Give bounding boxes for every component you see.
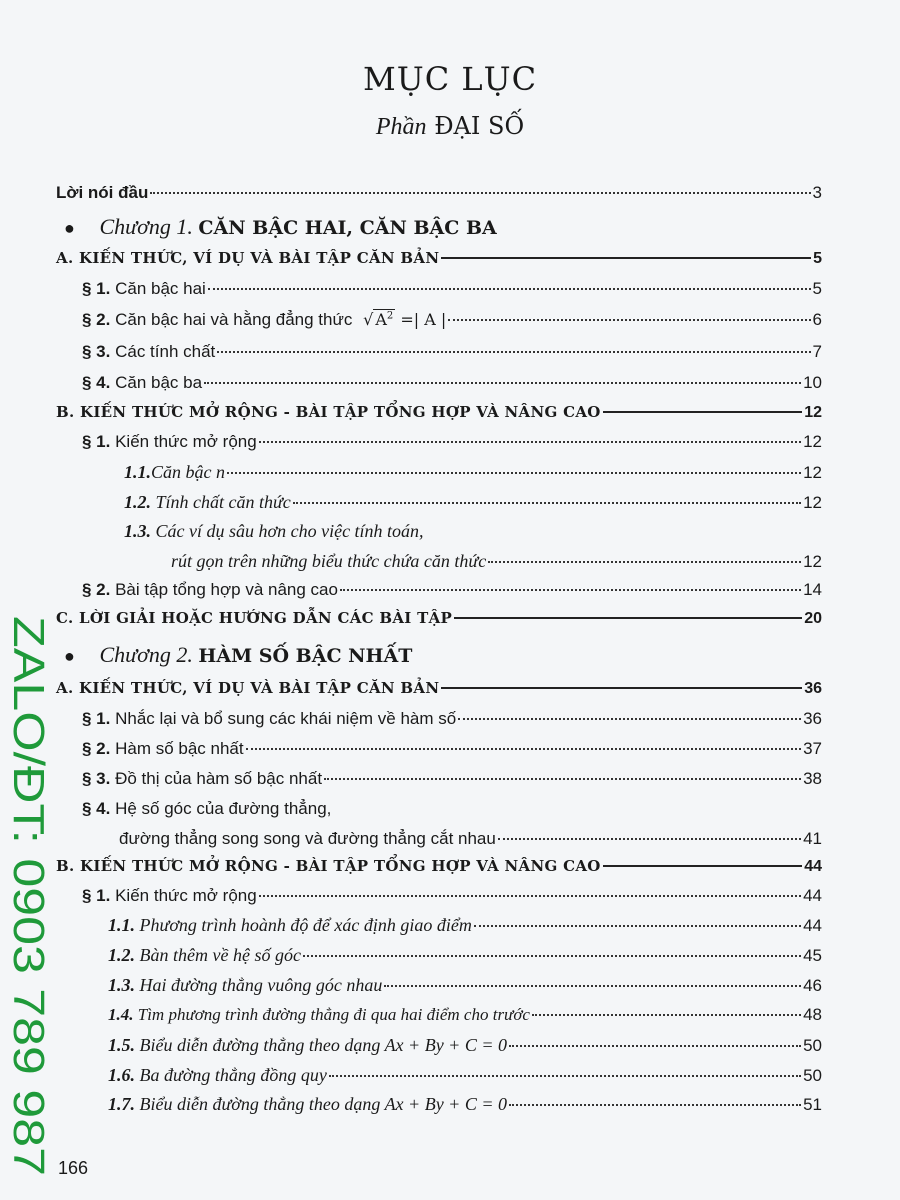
- entry-number: § 1.: [82, 709, 111, 728]
- chapter-name: HÀM SỐ BẬC NHẤT: [198, 645, 413, 667]
- leader-line: [603, 865, 803, 867]
- entry-page: 12: [803, 463, 822, 482]
- toc-entry-continued[interactable]: [119, 829, 822, 849]
- leader-dots: [208, 288, 811, 290]
- entry-label: Căn bậc ba: [115, 373, 203, 392]
- entry-number: 1.3.: [108, 975, 135, 995]
- leader-dots: [498, 838, 801, 840]
- leader-dots: [293, 502, 801, 504]
- subtitle-prefix: Phần: [375, 114, 427, 140]
- entry-page: 20: [804, 610, 822, 627]
- entry-label: Hàm số bậc nhất: [115, 739, 244, 758]
- leader-dots: [488, 561, 801, 563]
- entry-page: 44: [803, 916, 822, 935]
- entry-page: 50: [803, 1066, 822, 1085]
- leader-dots: [474, 925, 801, 927]
- entry-page: 12: [804, 404, 822, 421]
- toc-entry[interactable]: [82, 580, 822, 600]
- entry-page: 38: [803, 769, 822, 788]
- leader-dots: [448, 319, 810, 321]
- entry-label: đường thẳng song song và đường thẳng cắt nhau: [119, 829, 496, 848]
- entry-label: rút gọn trên những biểu thức chứa căn thức: [171, 551, 487, 571]
- entry-number: 1.3.: [124, 521, 151, 541]
- entry-page: 12: [803, 552, 822, 571]
- entry-page: 14: [803, 580, 822, 599]
- entry-label: Lời nói đầu: [56, 183, 149, 202]
- entry-label: Đồ thị của hàm số bậc nhất: [115, 769, 323, 788]
- entry-page: 10: [803, 373, 822, 392]
- chapter-number: Chương 2.: [99, 642, 193, 667]
- leader-dots: [458, 718, 801, 720]
- toc-subentry[interactable]: [108, 945, 822, 966]
- toc-subentry[interactable]: [124, 492, 822, 513]
- toc-subentry[interactable]: [108, 1005, 822, 1025]
- leader-dots: [509, 1045, 801, 1047]
- toc-subentry[interactable]: [108, 1065, 822, 1086]
- entry-number: § 2.: [82, 580, 111, 599]
- leader-dots: [217, 351, 810, 353]
- toc-entry[interactable]: [82, 886, 822, 906]
- entry-label: Các ví dụ sâu hơn cho việc tính toán,: [155, 521, 424, 541]
- entry-page: 48: [803, 1005, 822, 1024]
- toc-section-a[interactable]: [56, 249, 822, 268]
- leader-dots: [324, 778, 801, 780]
- entry-number: § 3.: [82, 769, 111, 788]
- entry-label: Ba đường thẳng đồng quy: [139, 1065, 327, 1085]
- entry-page: 41: [803, 829, 822, 848]
- leader-dots: [204, 382, 801, 384]
- leader-dots: [532, 1014, 801, 1016]
- entry-number: § 2.: [82, 310, 111, 329]
- entry-number: 1.2.: [124, 492, 151, 512]
- entry-number: § 4.: [82, 373, 111, 392]
- bullet-icon: ●: [64, 646, 75, 666]
- entry-number: 1.1.: [108, 915, 135, 935]
- entry-label: A. KIẾN THỨC, VÍ DỤ VÀ BÀI TẬP CĂN BẢN: [56, 249, 440, 267]
- entry-number: 1.6.: [108, 1065, 135, 1085]
- entry-page: 51: [803, 1095, 822, 1114]
- toc-entry[interactable]: [82, 310, 822, 330]
- formula-rhs: =| A |: [400, 310, 447, 329]
- entry-page: 50: [803, 1036, 822, 1055]
- page-number: 166: [58, 1158, 89, 1178]
- entry-page: 6: [812, 310, 822, 329]
- leader-dots: [259, 895, 801, 897]
- entry-page: 5: [813, 250, 822, 267]
- entry-page: 3: [812, 183, 822, 202]
- entry-label: Tính chất căn thức: [155, 492, 291, 512]
- entry-page: 45: [803, 946, 822, 965]
- leader-dots: [246, 748, 801, 750]
- entry-page: 12: [803, 493, 822, 512]
- leader-dots: [329, 1075, 801, 1077]
- watermark-svg: [4, 616, 53, 1176]
- page-subtitle: [0, 112, 900, 141]
- toc-subentry-continued[interactable]: [171, 551, 822, 572]
- toc-entry[interactable]: [82, 279, 822, 299]
- entry-page: 5: [812, 279, 822, 298]
- entry-label: Căn bậc n: [151, 462, 225, 482]
- toc-subentry[interactable]: [108, 915, 822, 936]
- toc-section-b[interactable]: [56, 403, 822, 422]
- entry-page: 44: [803, 886, 822, 905]
- entry-page: 36: [804, 680, 822, 697]
- entry-label: Các tính chất: [115, 342, 216, 361]
- toc-section-c[interactable]: [56, 609, 822, 628]
- toc-entry[interactable]: [82, 432, 822, 452]
- leader-dots: [227, 472, 801, 474]
- leader-line: [603, 411, 803, 413]
- entry-label: Căn bậc hai và hằng đẳng thức: [115, 310, 353, 329]
- entry-number: 1.7.: [108, 1094, 135, 1114]
- sqrt-formula: √ $A^2$ =| A |: [363, 310, 447, 329]
- leader-dots: [150, 192, 810, 194]
- leader-dots: [259, 441, 801, 443]
- toc-section-a[interactable]: [56, 679, 822, 698]
- leader-line: [441, 687, 802, 689]
- entry-page: 12: [803, 432, 822, 451]
- entry-label: B. KIẾN THỨC MỞ RỘNG - BÀI TẬP TỔNG HỢP VÀ NÂNG CAO: [56, 857, 601, 875]
- entry-page: 7: [812, 342, 822, 361]
- bullet-icon: ●: [64, 218, 75, 238]
- toc-subentry[interactable]: [108, 1094, 822, 1115]
- entry-label: Bàn thêm về hệ số góc: [139, 945, 301, 965]
- entry-label: Hệ số góc của đường thẳng,: [115, 799, 332, 818]
- chapter-number: Chương 1.: [99, 214, 193, 239]
- entry-number: § 1.: [82, 432, 111, 451]
- chapter-heading-2: [64, 642, 412, 668]
- toc-entry[interactable]: [82, 769, 822, 789]
- entry-label: Biểu diễn đường thẳng theo dạng Ax + By + C = 0: [139, 1094, 507, 1114]
- entry-number: 1.2.: [108, 945, 135, 965]
- entry-number: § 3.: [82, 342, 111, 361]
- entry-page: 37: [803, 739, 822, 758]
- entry-page: 36: [803, 709, 822, 728]
- toc-subentry[interactable]: [108, 975, 822, 996]
- toc-entry[interactable]: [82, 342, 822, 362]
- watermark-text: ZALO/ĐT: 0903 789 987: [4, 616, 53, 1091]
- toc-section-b[interactable]: [56, 857, 822, 876]
- entry-page: 46: [803, 976, 822, 995]
- chapter-heading-1: [64, 214, 497, 240]
- entry-label: Biểu diễn đường thẳng theo dạng Ax + By + C = 0: [139, 1035, 507, 1055]
- entry-label: Bài tập tổng hợp và nâng cao: [115, 580, 338, 599]
- leader-dots: [509, 1104, 801, 1106]
- entry-number: 1.5.: [108, 1035, 135, 1055]
- entry-label: Nhắc lại và bổ sung các khái niệm về hàm số: [115, 709, 457, 728]
- toc-entry[interactable]: [82, 799, 822, 819]
- entry-page: 44: [804, 858, 822, 875]
- entry-number: § 2.: [82, 739, 111, 758]
- toc-entry[interactable]: [82, 709, 822, 729]
- entry-label: Hai đường thẳng vuông góc nhau: [139, 975, 383, 995]
- page-title: MỤC LỤC: [362, 60, 538, 98]
- entry-label: C. LỜI GIẢI HOẶC HƯỚNG DẪN CÁC BÀI TẬP: [56, 609, 453, 627]
- toc-entry[interactable]: [82, 373, 822, 393]
- subtitle-text: ĐẠI SỐ: [434, 112, 525, 140]
- leader-dots: [303, 955, 801, 957]
- formula-exponent: 2: [386, 310, 394, 322]
- leader-line: [441, 257, 811, 259]
- chapter-name: CĂN BẬC HAI, CĂN BẬC BA: [198, 217, 497, 239]
- entry-label: Kiến thức mở rộng: [115, 886, 257, 905]
- contact-watermark: [4, 616, 53, 1176]
- formula-radicand: A: [375, 310, 387, 329]
- leader-dots: [384, 985, 801, 987]
- toc-entry-preface[interactable]: [56, 183, 822, 203]
- entry-label: Căn bậc hai: [115, 279, 206, 298]
- entry-number: § 1.: [82, 279, 111, 298]
- entry-number: § 4.: [82, 799, 111, 818]
- entry-number: 1.1.: [124, 462, 151, 482]
- toc-subentry[interactable]: [108, 1035, 822, 1056]
- toc-entry[interactable]: [82, 739, 822, 759]
- entry-label: Tìm phương trình đường thẳng đi qua hai điểm cho trước: [137, 1005, 530, 1024]
- leader-line: [454, 617, 802, 619]
- entry-label: Phương trình hoành độ để xác định giao điểm: [139, 915, 472, 935]
- entry-number: 1.4.: [108, 1005, 134, 1024]
- toc-subentry[interactable]: [124, 462, 822, 483]
- toc-subentry[interactable]: [124, 521, 822, 542]
- leader-dots: [340, 589, 801, 591]
- entry-label: B. KIẾN THỨC MỞ RỘNG - BÀI TẬP TỔNG HỢP VÀ NÂNG CAO: [56, 403, 601, 421]
- entry-label: Kiến thức mở rộng: [115, 432, 257, 451]
- entry-number: § 1.: [82, 886, 111, 905]
- entry-label: A. KIẾN THỨC, VÍ DỤ VÀ BÀI TẬP CĂN BẢN: [56, 679, 440, 697]
